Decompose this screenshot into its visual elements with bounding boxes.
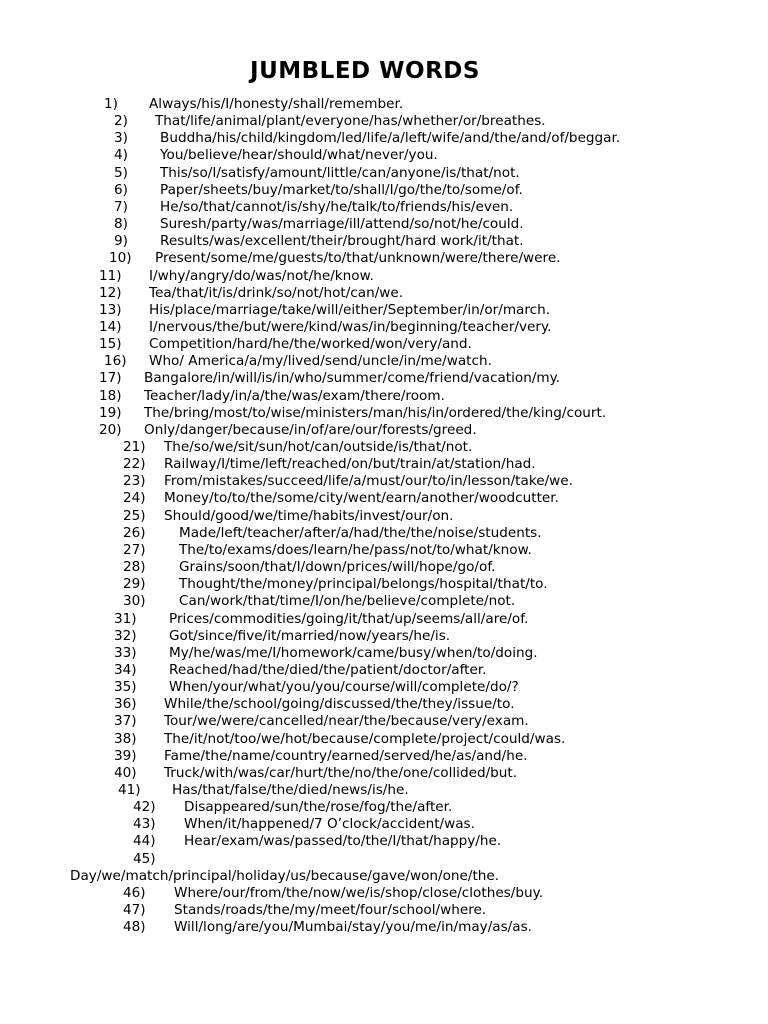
list-item	[123, 902, 486, 919]
item-number: 47)	[123, 902, 146, 919]
list-item	[114, 679, 519, 696]
list-item	[123, 542, 532, 559]
list-item	[133, 851, 156, 868]
item-number: 8)	[114, 216, 128, 233]
list-item	[123, 490, 559, 507]
item-number: 36)	[114, 696, 137, 713]
list-item	[123, 593, 515, 610]
item-text: This/so/I/satisfy/amount/little/can/anyone/is/that/not.	[160, 164, 520, 181]
item-text: He/so/that/cannot/is/shy/he/talk/to/friends/his/even.	[160, 198, 514, 215]
item-number: 12)	[99, 284, 122, 301]
item-text: Disappeared/sun/the/rose/fog/the/after.	[184, 799, 453, 816]
item-number: 14)	[99, 318, 122, 335]
item-text: Will/long/are/you/Mumbai/stay/you/me/in/may/as/as.	[174, 919, 532, 936]
list-item	[123, 525, 542, 542]
list-item	[99, 268, 374, 285]
item-number: 27)	[123, 541, 146, 558]
item-number: 44)	[133, 833, 156, 850]
list-item	[114, 765, 517, 782]
item-text: Should/good/we/time/habits/invest/our/on.	[164, 507, 454, 524]
item-text: Thought/the/money/principal/belongs/hospital/that/to.	[179, 576, 548, 593]
item-number: 6)	[114, 181, 128, 198]
item-text: The/it/not/too/we/hot/because/complete/project/could/was.	[164, 730, 566, 747]
item-number: 31)	[114, 610, 137, 627]
item-number: 26)	[123, 524, 146, 541]
item-text: Competition/hard/he/the/worked/won/very/and.	[149, 336, 472, 353]
item-number: 16)	[104, 353, 127, 370]
list-item	[99, 302, 550, 319]
item-text: Truck/with/was/car/hurt/the/no/the/one/collided/but.	[164, 764, 518, 781]
item-number: 39)	[114, 747, 137, 764]
list-item	[114, 130, 620, 147]
item-number: 18)	[99, 387, 122, 404]
item-number: 17)	[99, 370, 122, 387]
item-text: Bangalore/in/will/is/in/who/summer/come/friend/vacation/my.	[144, 370, 561, 387]
list-item	[123, 576, 548, 593]
item-number: 2)	[114, 113, 128, 130]
item-number: 5)	[114, 164, 128, 181]
page-title: JUMBLED WORDS	[250, 58, 480, 84]
item-text: Who/ America/a/my/lived/send/uncle/in/me/watch.	[149, 353, 492, 370]
list-item	[114, 113, 546, 130]
item-number: 19)	[99, 404, 122, 421]
list-item	[114, 165, 520, 182]
item-text: I/why/angry/do/was/not/he/know.	[149, 267, 374, 284]
item-number: 11)	[99, 267, 122, 284]
list-item	[123, 473, 573, 490]
item-number: 48)	[123, 919, 146, 936]
item-text: Made/left/teacher/after/a/had/the/the/noise/students.	[179, 524, 542, 541]
list-item	[114, 216, 524, 233]
item-number: 22)	[123, 456, 146, 473]
item-text: Only/danger/because/in/of/are/our/forests/greed.	[144, 421, 477, 438]
list-item	[133, 833, 501, 850]
list-item	[133, 799, 452, 816]
item-text: Has/that/false/the/died/news/is/he.	[172, 782, 409, 798]
list-item	[114, 199, 513, 216]
item-number: 43)	[133, 816, 156, 833]
item-number: 13)	[99, 301, 122, 318]
list-item	[104, 96, 403, 113]
list-item	[99, 388, 445, 405]
list-item	[114, 748, 528, 765]
list-item	[114, 645, 538, 662]
item-text: Grains/soon/that/I/down/prices/will/hope/go/of.	[179, 559, 496, 576]
item-text: Day/we/match/principal/holiday/us/because/gave/won/one/the.	[70, 867, 500, 884]
list-item	[123, 885, 543, 902]
item-text: Results/was/excellent/their/brought/hard work/it/that.	[160, 233, 524, 250]
item-number: 24)	[123, 490, 146, 507]
list-item	[99, 285, 403, 302]
item-number: 28)	[123, 559, 146, 576]
item-number: 23)	[123, 473, 146, 490]
list-item	[99, 336, 472, 353]
list-item	[104, 353, 492, 370]
list-item	[99, 405, 606, 422]
item-text: Got/since/five/it/married/now/years/he/is.	[169, 627, 451, 644]
item-number: 3)	[114, 130, 128, 147]
list-item	[99, 422, 477, 439]
list-item	[109, 250, 561, 267]
item-number: 38)	[114, 730, 137, 747]
item-number: 32)	[114, 627, 137, 644]
list-item	[123, 559, 495, 576]
item-text: Tea/that/it/is/drink/so/not/hot/can/we.	[149, 284, 404, 301]
item-text: Money/to/to/the/some/city/went/earn/another/woodcutter.	[164, 490, 559, 507]
item-text: That/life/animal/plant/everyone/has/whether/or/breathes.	[155, 113, 546, 130]
item-text: His/place/marriage/take/will/either/September/in/or/march.	[149, 301, 551, 318]
item-number: 4)	[114, 147, 128, 164]
item-text: Teacher/lady/in/a/the/was/exam/there/room.	[144, 387, 445, 404]
item-text: Reached/had/the/died/the/patient/doctor/after.	[169, 661, 487, 678]
item-text: My/he/was/me/I/homework/came/busy/when/to/doing.	[169, 644, 538, 661]
item-number: 45)	[133, 850, 156, 867]
item-number: 41)	[118, 782, 141, 798]
list-item	[114, 628, 450, 645]
item-number: 42)	[133, 799, 156, 816]
list-item	[123, 439, 472, 456]
item-text: Hear/exam/was/passed/to/the/I/that/happy/he.	[184, 833, 502, 850]
list-item	[118, 782, 409, 799]
item-text: When/your/what/you/you/course/will/complete/do/?	[169, 679, 519, 696]
item-number: 46)	[123, 884, 146, 901]
item-number: 21)	[123, 439, 146, 455]
item-text: Suresh/party/was/marriage/ill/attend/so/not/he/could.	[160, 216, 524, 233]
item-text: Stands/roads/the/my/meet/four/school/where.	[174, 902, 487, 919]
list-item	[99, 319, 551, 336]
item-number: 34)	[114, 661, 137, 678]
item-text: Always/his/I/honesty/shall/remember.	[149, 96, 404, 112]
item-text: From/mistakes/succeed/life/a/must/our/to/in/lesson/take/we.	[164, 473, 573, 490]
item-number: 29)	[123, 576, 146, 593]
item-text: Prices/commodities/going/it/that/up/seems/all/are/of.	[169, 610, 529, 627]
item-number: 1)	[104, 96, 118, 112]
list-item	[114, 147, 438, 164]
list-item	[114, 731, 565, 748]
item-text: Present/some/me/guests/to/that/unknown/were/there/were.	[155, 250, 561, 267]
list-item	[123, 456, 536, 473]
item-text: Tour/we/were/cancelled/near/the/because/very/exam.	[164, 713, 529, 730]
item-text: Buddha/his/child/kingdom/led/life/a/left/wife/and/the/and/of/beggar.	[160, 130, 621, 147]
item-number: 20)	[99, 421, 122, 438]
item-number: 10)	[109, 250, 132, 267]
list-item	[114, 696, 515, 713]
item-number: 35)	[114, 679, 137, 696]
item-text: Paper/sheets/buy/market/to/shall/I/go/the/to/some/of.	[160, 181, 523, 198]
list-item	[133, 816, 475, 833]
list-item	[114, 182, 523, 199]
item-number: 15)	[99, 336, 122, 353]
list-item	[123, 508, 453, 525]
item-text: The/so/we/sit/sun/hot/can/outside/is/that/not.	[164, 439, 473, 455]
item-number: 9)	[114, 233, 128, 250]
item-text: The/bring/most/to/wise/ministers/man/his/in/ordered/the/king/court.	[144, 404, 607, 421]
item-number: 33)	[114, 644, 137, 661]
list-item	[114, 713, 529, 730]
item-text: Where/our/from/the/now/we/is/shop/close/clothes/buy.	[174, 884, 544, 901]
item-text: While/the/school/going/discussed/the/they/issue/to.	[164, 696, 515, 713]
item-text: You/believe/hear/should/what/never/you.	[160, 147, 438, 164]
item-text: Can/work/that/time/I/on/he/believe/complete/not.	[179, 593, 516, 610]
item-text: Fame/the/name/country/earned/served/he/as/and/he.	[164, 747, 528, 764]
list-item	[114, 611, 528, 628]
item-number: 30)	[123, 593, 146, 610]
item-number: 37)	[114, 713, 137, 730]
item-number: 25)	[123, 507, 146, 524]
item-text: When/it/happened/7 O’clock/accident/was.	[184, 816, 475, 833]
item-number: 7)	[114, 198, 128, 215]
item-text: The/to/exams/does/learn/he/pass/not/to/what/know.	[179, 541, 532, 558]
list-item	[114, 662, 487, 679]
item-text: I/nervous/the/but/were/kind/was/in/beginning/teacher/very.	[149, 318, 552, 335]
item-text: Railway/I/time/left/reached/on/but/train/at/station/had.	[164, 456, 536, 473]
item-number: 40)	[114, 764, 137, 781]
list-item	[99, 370, 560, 387]
list-item	[114, 233, 524, 250]
list-item	[123, 919, 532, 936]
list-item	[70, 868, 499, 885]
